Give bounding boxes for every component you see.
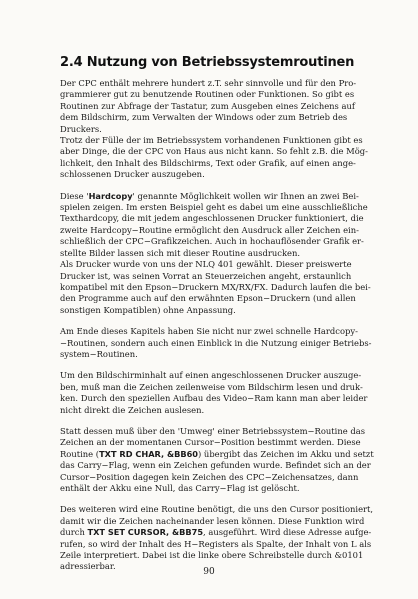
text-run: das Carry−Flag, wenn ein Zeichen gefunden wurde. Befindet sich an der (60, 460, 371, 471)
text-run: rufen, so wird der Inhalt des H−Registers als Spalte, der Inhalt von L als (60, 538, 372, 549)
text-run: aber Dinge, die der CPC von Haus aus nicht kann. So fehlt z.B. die Mög- (60, 146, 368, 157)
text-run: dem Bildschirm, zum Verwalten der Windows oder zum Betrieb des (60, 112, 348, 123)
text-run: ken. Durch den speziellen Aufbau des Video−Ram kann man aber leider (60, 393, 368, 404)
text-line (60, 293, 380, 304)
text-run: damit wir die Zeichen nacheinander lesen können. Diese Funktion wird (60, 515, 365, 526)
paragraph (60, 426, 380, 494)
text-line (60, 169, 380, 180)
text-line (60, 349, 380, 360)
text-run: ) übergibt das Zeichen im Akku und setzt (198, 448, 374, 459)
text-line (60, 338, 380, 349)
text-line (60, 225, 380, 236)
body-text (60, 78, 380, 583)
text-run: Druckers. (60, 123, 102, 134)
text-run: den Programme auch auf den erwähnten Epson−Druckern (und allen (60, 293, 356, 304)
text-line (60, 393, 380, 404)
text-line (60, 382, 380, 393)
text-run: kompatibel mit den Epson−Druckern MX/RX/FX. Dadurch laufen die bei- (60, 281, 371, 292)
text-line (60, 146, 380, 157)
paragraph (60, 326, 380, 360)
page-number: 90 (203, 567, 215, 577)
text-run: Texthardcopy, die mit jedem angeschlossenen Drucker funktioniert, die (60, 213, 364, 224)
text-run: Routinen zur Abfrage der Tastatur, zum Ausgeben eines Zeichens auf (60, 100, 356, 111)
text-run: system−Routinen. (60, 348, 138, 359)
paragraph (60, 504, 380, 572)
text-line (60, 550, 380, 561)
text-run: Zeichen an der momentanen Cursor−Position bestimmt werden. Diese (60, 437, 361, 448)
text-run: sonstigen Kompatiblen) ohne Anpassung. (60, 304, 236, 315)
text-line (60, 370, 380, 381)
bold-term: TXT SET CURSOR, &BB75 (87, 527, 204, 538)
text-run: adressierbar. (60, 561, 116, 572)
text-run: nicht direkt die Zeichen auslesen. (60, 404, 205, 415)
text-run: Statt dessen muß über den 'Umweg' einer Betriebssystem−Routine das (60, 425, 365, 436)
text-line (60, 236, 380, 247)
text-line (60, 248, 380, 259)
text-line (60, 472, 380, 483)
text-line (60, 89, 380, 100)
text-run: Trotz der Fülle der im Betriebssystem vorhandenen Funktionen gibt es (60, 135, 363, 146)
text-run: spielen zeigen. Im ersten Beispiel geht es dabei um eine ausschließliche (60, 202, 368, 213)
text-line (60, 483, 380, 494)
text-run: enthält der Akku eine Null, das Carry−Flag ist gelöscht. (60, 483, 300, 493)
section-heading: 2.4 Nutzung von Betriebssystemroutinen (60, 55, 355, 70)
text-run: durch (60, 527, 88, 538)
text-line (60, 135, 380, 146)
text-run: Diese ' (60, 190, 89, 201)
text-run: Zeile interpretiert. Dabei ist die linke obere Schreibstelle durch &0101 (60, 550, 364, 561)
text-run: Drucker ist, was seinen Vorrat an Steuerzeichen angeht, erstaunlich (60, 270, 352, 281)
text-run: zweite Hardcopy−Routine ermöglicht den Ausdruck aller Zeichen ein- (60, 224, 359, 235)
paragraph (60, 191, 380, 316)
text-line (60, 202, 380, 213)
text-run: schließlich der CPC−Grafikzeichen. Auch in hochauflösender Grafik er- (60, 236, 364, 247)
text-run: Routine ( (60, 448, 100, 459)
text-line (60, 158, 380, 169)
text-line (60, 112, 380, 123)
text-line (60, 101, 380, 112)
text-line (60, 504, 380, 515)
text-run: Als Drucker wurde von uns der NLQ 401 gewählt. Dieser preiswerte (60, 259, 352, 270)
text-run: ' genannte Möglichkeit wollen wir Ihnen an zwei Bei- (132, 190, 359, 201)
text-run: Cursor−Position dagegen kein Zeichen des CPC−Zeichensatzes, dann (60, 471, 359, 482)
text-line (60, 437, 380, 448)
text-run: Um den Bildschirminhalt auf einen angeschlossenen Drucker auszuge- (60, 370, 362, 381)
text-line (60, 213, 380, 224)
text-line (60, 124, 380, 135)
text-run: Am Ende dieses Kapitels haben Sie nicht nur zwei schnelle Hardcopy- (60, 326, 358, 337)
text-line (60, 460, 380, 471)
text-line (60, 449, 380, 460)
text-line (60, 405, 380, 416)
text-run: Des weiteren wird eine Routine benötigt, die uns den Cursor positioniert, (60, 504, 374, 515)
text-line (60, 326, 380, 337)
text-run: grammierer gut zu benutzende Routinen oder Funktionen. So gibt es (60, 89, 355, 100)
text-line (60, 191, 380, 202)
text-line (60, 426, 380, 437)
text-line (60, 259, 380, 270)
text-line (60, 78, 380, 89)
text-line (60, 282, 380, 293)
text-run: schlossenen Drucker auszugeben. (60, 169, 205, 180)
text-run: lichkeit, den Inhalt des Bildschirms, Text oder Grafik, auf einen ange- (60, 157, 356, 168)
bold-term: Hardcopy (88, 190, 133, 201)
text-line (60, 539, 380, 550)
bold-term: TXT RD CHAR, &BB60 (99, 448, 198, 459)
text-line (60, 305, 380, 316)
paragraph (60, 78, 380, 181)
text-run: stellte Bilder lassen sich mit dieser Routine ausdrucken. (60, 247, 301, 258)
text-run: −Routinen, sondern auch einen Einblick in die Nutzung einiger Betriebs- (60, 337, 372, 348)
text-line (60, 271, 380, 282)
text-run: Der CPC enthält mehrere hundert z.T. sehr sinnvolle und für den Pro- (60, 78, 357, 88)
text-line (60, 516, 380, 527)
text-run: , ausgeführt. Wird diese Adresse aufge- (203, 527, 372, 538)
text-line (60, 527, 380, 538)
text-run: ben, muß man die Zeichen zeilenweise vom Bildschirm lesen und druk- (60, 381, 363, 392)
paragraph (60, 370, 380, 416)
